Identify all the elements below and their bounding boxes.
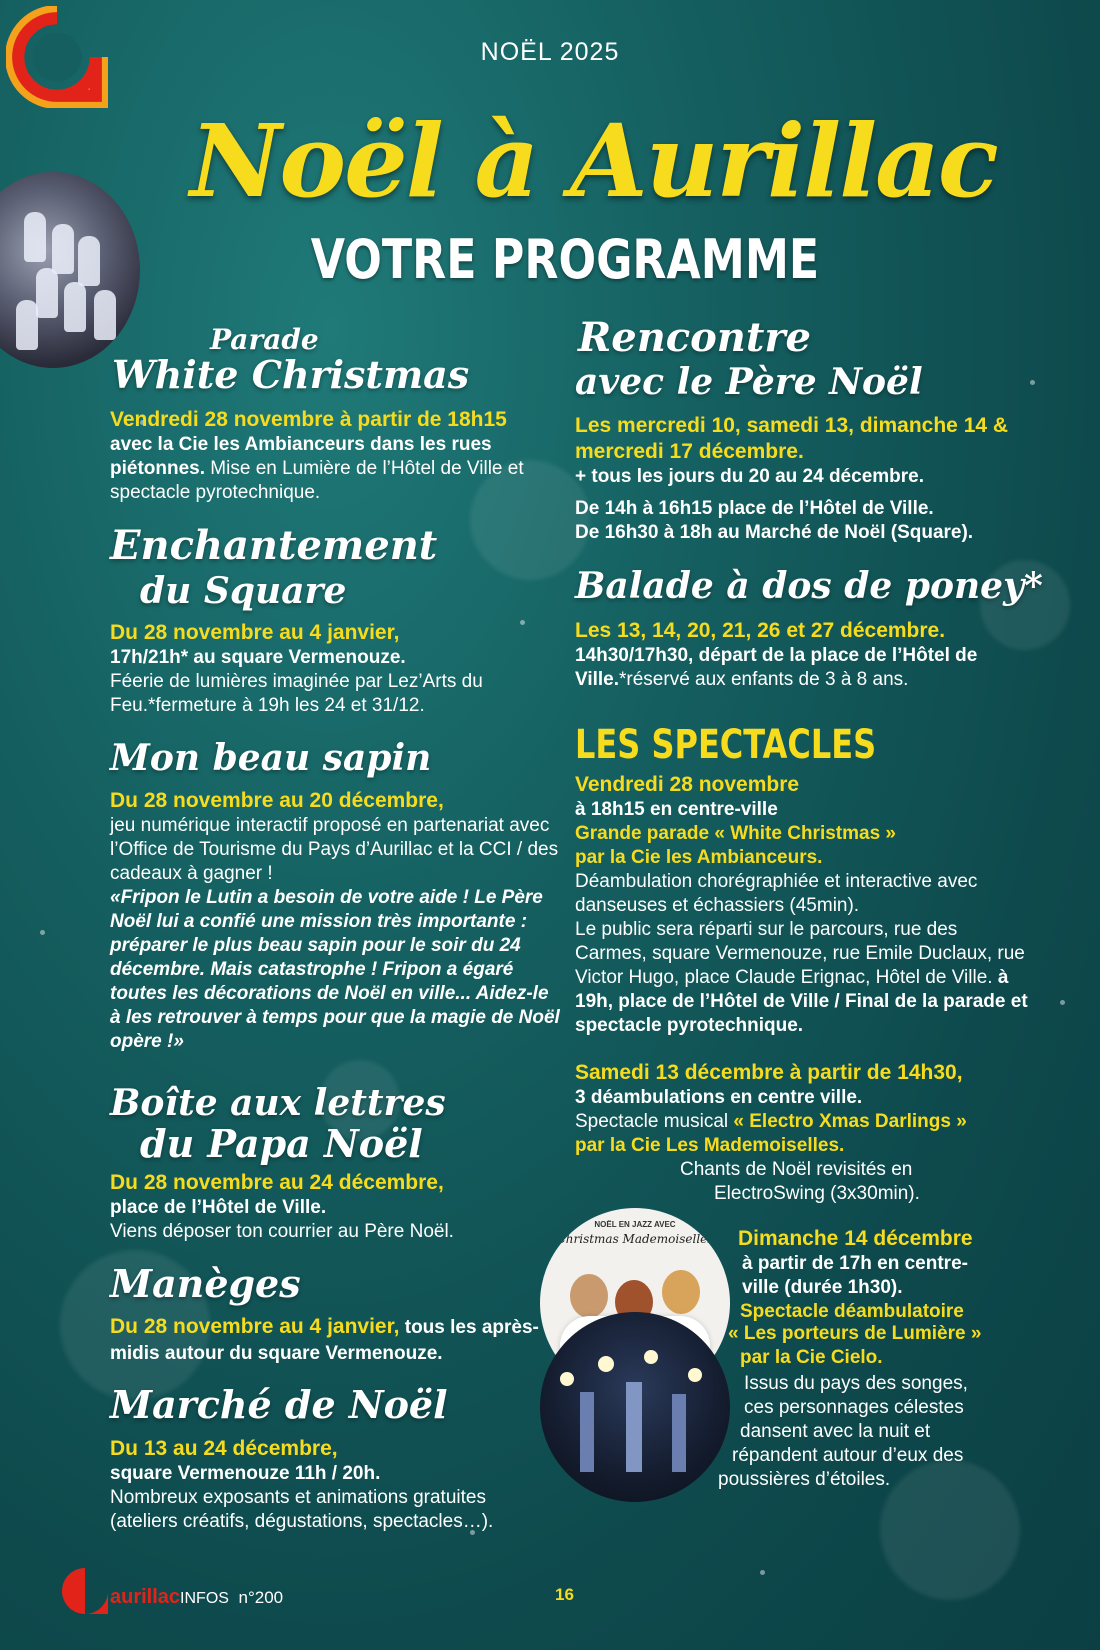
section-maneges: [110, 1314, 540, 1367]
section-square: [110, 620, 540, 718]
snowflake: [40, 930, 45, 935]
s2-title: « Electro Xmas Darlings »: [733, 1111, 967, 1132]
s3-text-1: Issus du pays des songes,: [744, 1373, 968, 1394]
s3-company-wrap: [740, 1346, 883, 1370]
rencontre-date: Les mercredi 10, samedi 13, dimanche 14 & mercredi 17 décembre.: [575, 414, 1009, 463]
footer-brand: aurillac: [110, 1586, 181, 1608]
section-parade: [110, 407, 560, 505]
parade-date: Vendredi 28 novembre à partir de 18h15: [110, 408, 507, 431]
spectacle-porteurs: [738, 1226, 1018, 1324]
section-title-boite: Boîte aux lettres: [110, 1082, 446, 1124]
section-title-rencontre: Rencontre: [578, 314, 811, 361]
section-title-parade-2: White Christmas: [112, 352, 470, 397]
poney-date: Les 13, 14, 20, 21, 26 et 27 décembre.: [575, 619, 946, 642]
s3-time-2: ville (durée 1h30).: [742, 1277, 903, 1298]
sapin-quote: «Fripon le Lutin a besoin de votre aide ! Le Père Noël lui a confié une mission très importante : préparer le plus beau sapin pour le soir du 24 décembre. Mais catastrophe ! Fripon a égaré toutes les décorations de Noël en ville... Aidez-le à les retrouver à temps pour que la magie de Noël opère !»: [110, 887, 560, 1052]
footer-infos: INFOS: [180, 1590, 229, 1607]
s3-text-2: ces personnages célestes: [744, 1397, 964, 1418]
section-title-marche: Marché de Noël: [110, 1382, 448, 1427]
section-rencontre: [575, 413, 1025, 545]
s1-text-1: Déambulation chorégraphiée et interactive avec danseuses et échassiers (45min).: [575, 871, 978, 916]
parade-company: avec la Cie les Ambianceurs dans les rues piétonnes.: [110, 434, 492, 479]
section-sapin: [110, 788, 560, 1054]
maneges-date: Du 28 novembre au 4 janvier,: [110, 1315, 400, 1338]
s2-text-1: Chants de Noël revisités en: [680, 1159, 913, 1180]
parade-photo: [0, 172, 140, 368]
s3-text-2-wrap: [744, 1396, 964, 1420]
section-title-rencontre-2: avec le Père Noël: [575, 361, 923, 403]
section-marche: [110, 1436, 550, 1534]
spectacles-heading: LES SPECTACLES: [575, 722, 877, 768]
poster-title: Christmas Mademoiselles: [556, 1232, 714, 1246]
snowflake: [1030, 380, 1035, 385]
s1-text-2: Le public sera réparti sur le parcours, rue des Carmes, square Vermenouze, rue Emile Duclaux, rue Victor Hugo, place Claude Erignac, Hôtel de Ville.: [575, 919, 1025, 988]
sapin-text: jeu numérique interactif proposé en partenariat avec l’Office de Tourisme du Pays d’Aurillac et la CCI / des cadeaux à gagner !: [110, 815, 559, 884]
snowflake: [760, 1570, 765, 1575]
section-title-maneges: Manèges: [110, 1261, 301, 1306]
s2-lead: Spectacle musical: [575, 1111, 729, 1132]
section-poney: [575, 618, 1025, 692]
footer-issue: n°200: [238, 1588, 284, 1607]
s2-time: 3 déambulations en centre ville.: [575, 1087, 863, 1108]
section-boite: [110, 1170, 560, 1244]
s1-final: à 19h, place de l’Hôtel de Ville / Final de la parade et spectacle pyrotechnique.: [575, 967, 1028, 1036]
s2-date: Samedi 13 décembre à partir de 14h30,: [575, 1061, 963, 1084]
section-title-parade: Parade: [210, 323, 319, 356]
header-label: NOËL 2025: [480, 38, 620, 66]
poney-hours: 14h30/17h30, départ de la place de l’Hôtel de Ville.: [575, 645, 978, 690]
s1-title: Grande parade « White Christmas »: [575, 823, 896, 844]
s3-date: Dimanche 14 décembre: [738, 1227, 973, 1250]
s3-text-5: poussières d’étoiles.: [718, 1469, 891, 1490]
aurillac-footer-icon: [62, 1568, 108, 1614]
s3-title-2: « Les porteurs de Lumière »: [728, 1323, 982, 1344]
section-title-square-2: du Square: [140, 570, 347, 612]
porteurs-lumiere-photo: [540, 1312, 730, 1502]
rencontre-extra: + tous les jours du 20 au 24 décembre.: [575, 466, 924, 487]
s3-text-5-wrap: [718, 1468, 890, 1492]
section-title-square: Enchantement: [110, 522, 438, 569]
spectacle-darlings: [575, 1060, 1030, 1158]
s3-text-4: répandent autour d’eux des: [732, 1445, 964, 1466]
s2-text-1-wrap: [680, 1158, 912, 1182]
parade-text: Mise en Lumière de l’Hôtel de Ville et spectacle pyrotechnique.: [110, 458, 524, 503]
page-title: Noël à Aurillac: [190, 102, 997, 220]
s3-text-1-wrap: [744, 1372, 968, 1396]
boite-text: Viens déposer ton courrier au Père Noël.: [110, 1221, 454, 1242]
s1-date: Vendredi 28 novembre: [575, 773, 800, 796]
section-title-boite-2: du Papa Noël: [140, 1121, 423, 1166]
rencontre-hours-1: De 14h à 16h15 place de l’Hôtel de Ville.: [575, 498, 934, 519]
s3-text-3: dansent avec la nuit et: [740, 1421, 931, 1442]
s1-time: à 18h15 en centre-ville: [575, 799, 778, 820]
rencontre-hours-2: De 16h30 à 18h au Marché de Noël (Square).: [575, 522, 974, 543]
page-subtitle: VOTRE PROGRAMME: [310, 228, 820, 291]
marche-hours: square Vermenouze 11h / 20h.: [110, 1463, 381, 1484]
s3-company: par la Cie Cielo.: [740, 1347, 883, 1368]
s3-time-1: à partir de 17h en centre-: [742, 1253, 968, 1274]
s2-text-2-wrap: [714, 1182, 920, 1206]
maneges-text: tous les après-midis autour du square Vermenouze.: [110, 1317, 539, 1364]
s2-text-2: ElectroSwing (3x30min).: [714, 1183, 920, 1204]
boite-place: place de l’Hôtel de Ville.: [110, 1197, 327, 1218]
page-number: 16: [555, 1585, 574, 1604]
s3-title-1: Spectacle déambulatoire: [740, 1301, 964, 1322]
square-text: Féerie de lumières imaginée par Lez’Arts du Feu.*fermeture à 19h les 24 et 31/12.: [110, 671, 483, 716]
s3-text-4-wrap: [732, 1444, 963, 1468]
poney-note: *réservé aux enfants de 3 à 8 ans.: [619, 669, 909, 690]
sapin-date: Du 28 novembre au 20 décembre,: [110, 789, 444, 812]
bokeh-light: [880, 1460, 1020, 1600]
spectacle-parade: [575, 772, 1030, 1038]
boite-date: Du 28 novembre au 24 décembre,: [110, 1171, 444, 1194]
s3-title-2-wrap: [728, 1322, 981, 1346]
s2-company: par la Cie Les Mademoiselles.: [575, 1135, 845, 1156]
poster-top-text: NOËL EN JAZZ AVEC: [594, 1220, 676, 1229]
s1-company: par la Cie les Ambianceurs.: [575, 847, 823, 868]
marche-text: Nombreux exposants et animations gratuites (ateliers créatifs, dégustations, spectacles…).: [110, 1487, 494, 1532]
snowflake: [1060, 1000, 1065, 1005]
square-hours: 17h/21h* au square Vermenouze.: [110, 647, 406, 668]
square-date: Du 28 novembre au 4 janvier,: [110, 621, 400, 644]
s3-text-3-wrap: [740, 1420, 930, 1444]
section-title-poney: Balade à dos de poney*: [575, 565, 1043, 607]
marche-date: Du 13 au 24 décembre,: [110, 1437, 338, 1460]
section-title-sapin: Mon beau sapin: [110, 737, 432, 779]
